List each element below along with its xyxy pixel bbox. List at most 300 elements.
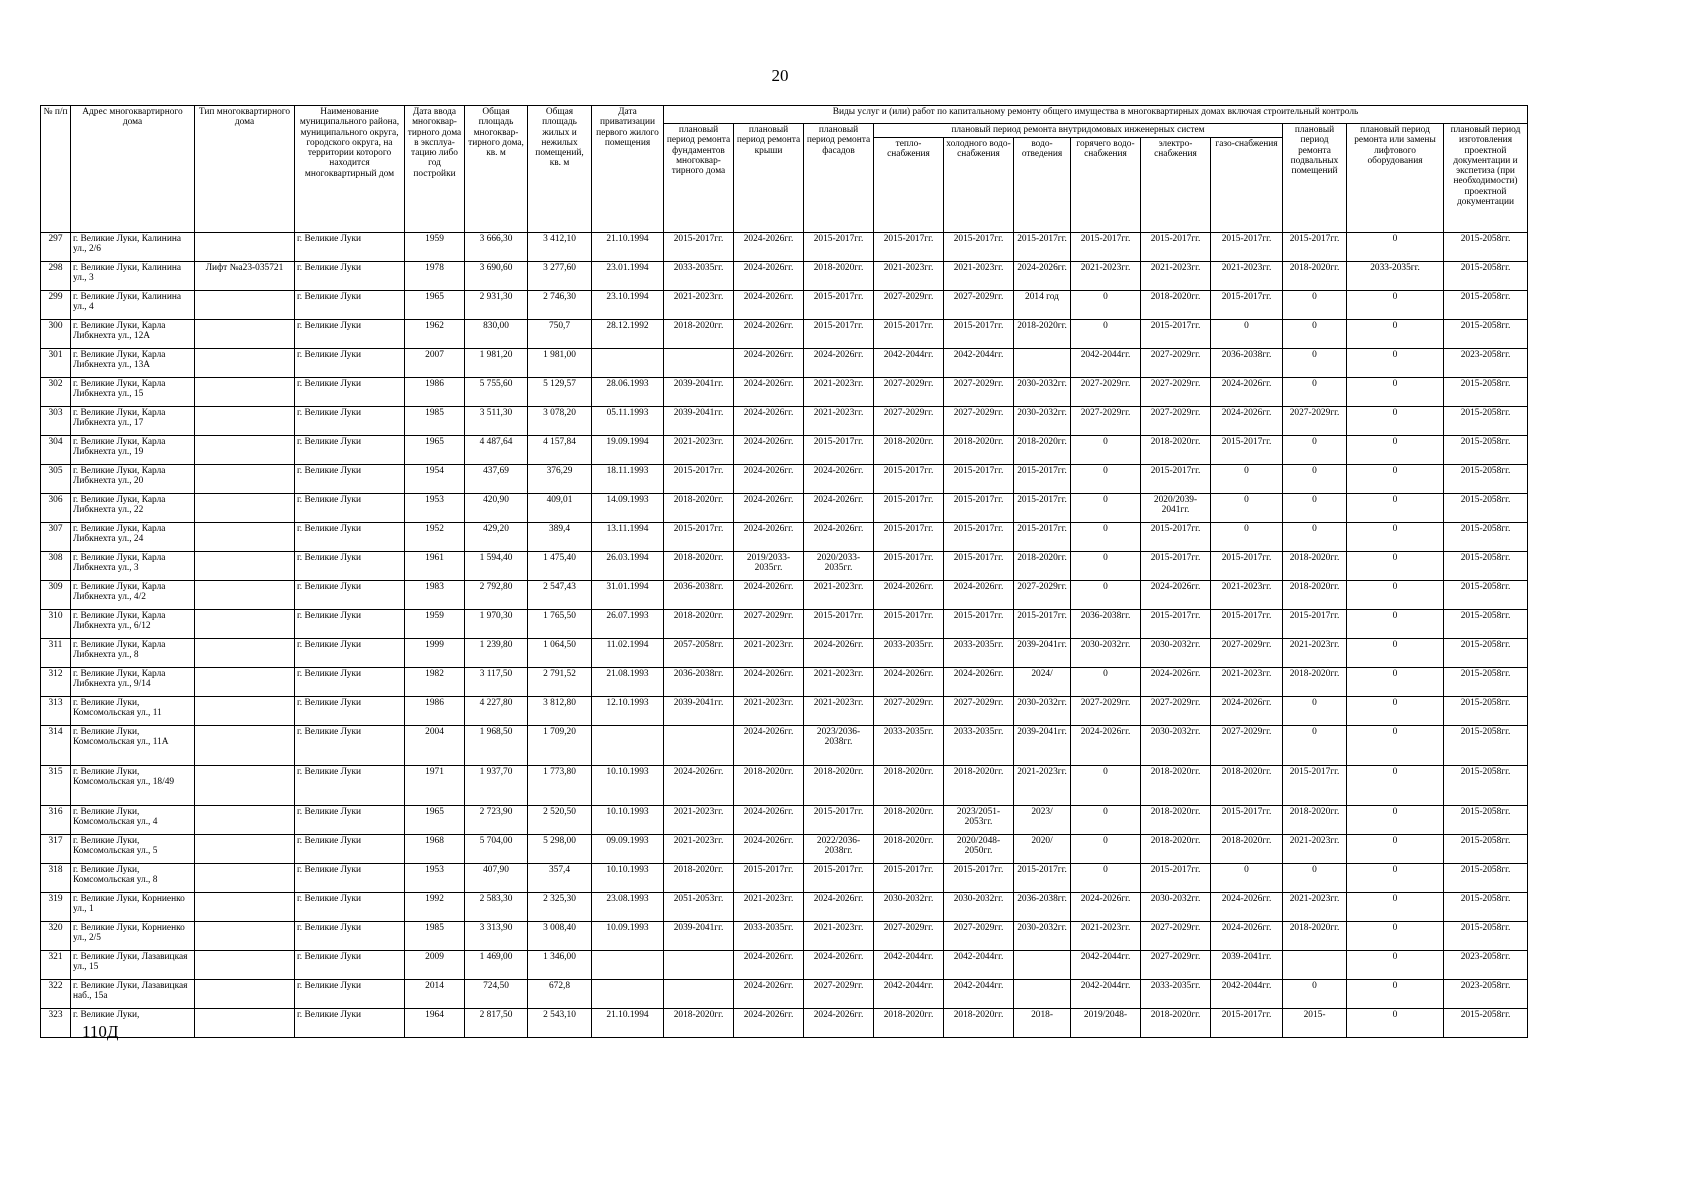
cell-address: г. Великие Луки, Комсомольская ул., 11 xyxy=(71,697,195,726)
cell-electric: 2020/2039-2041гг. xyxy=(1141,494,1211,523)
cell-cold-water: 2027-2029гг. xyxy=(944,922,1014,951)
cell-address: г. Великие Луки, Карла Либкнехта ул., 8 xyxy=(71,639,195,668)
cell-type xyxy=(195,233,295,262)
cell-foundation: 2057-2058гг. xyxy=(664,639,734,668)
cell-design: 2015-2058гг. xyxy=(1444,291,1528,320)
cell-design: 2015-2058гг. xyxy=(1444,262,1528,291)
cell-gas: 2021-2023гг. xyxy=(1211,581,1283,610)
cell-privatization-date xyxy=(592,951,664,980)
cell-facade: 2024-2026гг. xyxy=(804,523,874,552)
cell-heating: 2027-2029гг. xyxy=(874,407,944,436)
table-row xyxy=(41,378,1528,407)
cell-gas: 2021-2023гг. xyxy=(1211,668,1283,697)
cell-gas: 2015-2017гг. xyxy=(1211,610,1283,639)
cell-drainage: 2039-2041гг. xyxy=(1014,726,1071,766)
table-row xyxy=(41,980,1528,1009)
cell-electric: 2018-2020гг. xyxy=(1141,1009,1211,1038)
cell-roof: 2024-2026гг. xyxy=(734,436,804,465)
cell-drainage: 2014 год xyxy=(1014,291,1071,320)
cell-basement: 2018-2020гг. xyxy=(1283,552,1347,581)
cell-privatization-date: 21.08.1993 xyxy=(592,668,664,697)
cell-basement: 0 xyxy=(1283,864,1347,893)
cell-living-area: 1 773,80 xyxy=(528,766,592,806)
cell-cold-water: 2042-2044гг. xyxy=(944,349,1014,378)
cell-gas: 2024-2026гг. xyxy=(1211,893,1283,922)
table-row xyxy=(41,262,1528,291)
cell-basement: 0 xyxy=(1283,320,1347,349)
cell-heating: 2015-2017гг. xyxy=(874,465,944,494)
footer-code: 110Д xyxy=(82,1022,119,1041)
cell-privatization-date xyxy=(592,980,664,1009)
cell-municipality: г. Великие Луки xyxy=(295,349,405,378)
cell-privatization-date: 23.08.1993 xyxy=(592,893,664,922)
cell-cold-water: 2020/2048-2050гг. xyxy=(944,835,1014,864)
cell-total-area: 1 968,50 xyxy=(465,726,528,766)
cell-foundation: 2018-2020гг. xyxy=(664,320,734,349)
cell-address: г. Великие Луки, Лазавицкая наб., 15а xyxy=(71,980,195,1009)
cell-foundation: 2033-2035гг. xyxy=(664,262,734,291)
table-row xyxy=(41,552,1528,581)
cell-total-area: 2 792,80 xyxy=(465,581,528,610)
cell-facade: 2015-2017гг. xyxy=(804,320,874,349)
cell-type xyxy=(195,893,295,922)
cell-gas: 0 xyxy=(1211,320,1283,349)
table-row xyxy=(41,893,1528,922)
cell-foundation: 2021-2023гг. xyxy=(664,291,734,320)
cell-municipality: г. Великие Луки xyxy=(295,523,405,552)
cell-roof: 2024-2026гг. xyxy=(734,980,804,1009)
cell-living-area: 1 064,50 xyxy=(528,639,592,668)
cell-electric: 2024-2026гг. xyxy=(1141,581,1211,610)
cell-design: 2015-2058гг. xyxy=(1444,233,1528,262)
cell-elevator: 0 xyxy=(1347,893,1444,922)
cell-year: 1965 xyxy=(405,436,465,465)
cell-electric: 2027-2029гг. xyxy=(1141,922,1211,951)
cell-hot-water: 2036-2038гг. xyxy=(1071,610,1141,639)
cell-roof: 2024-2026гг. xyxy=(734,581,804,610)
cell-num: 315 xyxy=(41,766,71,806)
cell-drainage: 2015-2017гг. xyxy=(1014,465,1071,494)
cell-drainage: 2030-2032гг. xyxy=(1014,378,1071,407)
cell-gas: 2042-2044гг. xyxy=(1211,980,1283,1009)
cell-facade: 2020/2033-2035гг. xyxy=(804,552,874,581)
cell-roof: 2024-2026гг. xyxy=(734,1009,804,1038)
cell-hot-water: 0 xyxy=(1071,523,1141,552)
cell-type xyxy=(195,494,295,523)
cell-facade: 2015-2017гг. xyxy=(804,233,874,262)
cell-total-area: 3 117,50 xyxy=(465,668,528,697)
cell-electric: 2015-2017гг. xyxy=(1141,523,1211,552)
cell-cold-water: 2027-2029гг. xyxy=(944,291,1014,320)
cell-foundation: 2018-2020гг. xyxy=(664,1009,734,1038)
cell-heating: 2042-2044гг. xyxy=(874,951,944,980)
cell-basement xyxy=(1283,951,1347,980)
cell-elevator: 0 xyxy=(1347,766,1444,806)
cell-electric: 2018-2020гг. xyxy=(1141,806,1211,835)
cell-num: 309 xyxy=(41,581,71,610)
cell-total-area: 3 313,90 xyxy=(465,922,528,951)
cell-roof: 2024-2026гг. xyxy=(734,465,804,494)
cell-cold-water: 2027-2029гг. xyxy=(944,407,1014,436)
cell-gas: 2036-2038гг. xyxy=(1211,349,1283,378)
cell-privatization-date: 31.01.1994 xyxy=(592,581,664,610)
cell-foundation: 2015-2017гг. xyxy=(664,233,734,262)
cell-address: г. Великие Луки, Карла Либкнехта ул., 19 xyxy=(71,436,195,465)
table-row xyxy=(41,1009,1528,1038)
header-basement: плановый период ремонта подвальных помещений xyxy=(1283,124,1347,233)
cell-foundation: 2021-2023гг. xyxy=(664,806,734,835)
cell-drainage xyxy=(1014,951,1071,980)
cell-hot-water: 0 xyxy=(1071,465,1141,494)
cell-year: 1978 xyxy=(405,262,465,291)
cell-design: 2015-2058гг. xyxy=(1444,864,1528,893)
cell-design: 2015-2058гг. xyxy=(1444,668,1528,697)
cell-municipality: г. Великие Луки xyxy=(295,1009,405,1038)
cell-year: 1982 xyxy=(405,668,465,697)
cell-num: 301 xyxy=(41,349,71,378)
cell-design: 2023-2058гг. xyxy=(1444,980,1528,1009)
cell-privatization-date: 19.09.1994 xyxy=(592,436,664,465)
header-heating: тепло-снабжения xyxy=(874,138,944,233)
cell-living-area: 2 547,43 xyxy=(528,581,592,610)
cell-cold-water: 2015-2017гг. xyxy=(944,494,1014,523)
cell-cold-water: 2018-2020гг. xyxy=(944,436,1014,465)
cell-hot-water: 2042-2044гг. xyxy=(1071,951,1141,980)
cell-heating: 2027-2029гг. xyxy=(874,922,944,951)
cell-hot-water: 2021-2023гг. xyxy=(1071,262,1141,291)
cell-num: 304 xyxy=(41,436,71,465)
cell-municipality: г. Великие Луки xyxy=(295,291,405,320)
cell-num: 308 xyxy=(41,552,71,581)
cell-living-area: 1 765,50 xyxy=(528,610,592,639)
cell-year: 1959 xyxy=(405,610,465,639)
cell-heating: 2042-2044гг. xyxy=(874,980,944,1009)
cell-num: 313 xyxy=(41,697,71,726)
cell-heating: 2015-2017гг. xyxy=(874,610,944,639)
cell-cold-water: 2021-2023гг. xyxy=(944,262,1014,291)
cell-municipality: г. Великие Луки xyxy=(295,922,405,951)
cell-electric: 2027-2029гг. xyxy=(1141,407,1211,436)
cell-gas: 2015-2017гг. xyxy=(1211,552,1283,581)
cell-cold-water: 2042-2044гг. xyxy=(944,951,1014,980)
table-row xyxy=(41,951,1528,980)
cell-gas: 2018-2020гг. xyxy=(1211,766,1283,806)
cell-num: 302 xyxy=(41,378,71,407)
cell-type xyxy=(195,465,295,494)
cell-living-area: 409,01 xyxy=(528,494,592,523)
cell-num: 314 xyxy=(41,726,71,766)
cell-electric: 2018-2020гг. xyxy=(1141,835,1211,864)
cell-design: 2015-2058гг. xyxy=(1444,610,1528,639)
cell-total-area: 1 239,80 xyxy=(465,639,528,668)
cell-elevator: 0 xyxy=(1347,980,1444,1009)
cell-address: г. Великие Луки, Корниенко ул., 2/5 xyxy=(71,922,195,951)
cell-roof: 2024-2026гг. xyxy=(734,378,804,407)
cell-hot-water: 0 xyxy=(1071,864,1141,893)
cell-roof: 2019/2033-2035гг. xyxy=(734,552,804,581)
cell-drainage xyxy=(1014,980,1071,1009)
cell-hot-water: 0 xyxy=(1071,668,1141,697)
cell-drainage: 2018-2020гг. xyxy=(1014,436,1071,465)
cell-roof: 2021-2023гг. xyxy=(734,639,804,668)
cell-foundation: 2039-2041гг. xyxy=(664,697,734,726)
cell-municipality: г. Великие Луки xyxy=(295,320,405,349)
cell-year: 1961 xyxy=(405,552,465,581)
cell-address: г. Великие Луки, Карла Либкнехта ул., 13А xyxy=(71,349,195,378)
cell-total-area: 420,90 xyxy=(465,494,528,523)
cell-electric: 2015-2017гг. xyxy=(1141,864,1211,893)
header-privatization-date: Дата приватизации первого жилого помещения xyxy=(592,106,664,233)
cell-address: г. Великие Луки, Карла Либкнехта ул., 24 xyxy=(71,523,195,552)
cell-total-area: 429,20 xyxy=(465,523,528,552)
cell-heating: 2033-2035гг. xyxy=(874,639,944,668)
cell-heating: 2015-2017гг. xyxy=(874,864,944,893)
cell-living-area: 2 791,52 xyxy=(528,668,592,697)
cell-privatization-date: 10.09.1993 xyxy=(592,922,664,951)
cell-design: 2015-2058гг. xyxy=(1444,378,1528,407)
cell-basement: 0 xyxy=(1283,465,1347,494)
cell-drainage: 2020/ xyxy=(1014,835,1071,864)
cell-elevator: 0 xyxy=(1347,552,1444,581)
cell-total-area: 2 723,90 xyxy=(465,806,528,835)
cell-roof: 2027-2029гг. xyxy=(734,610,804,639)
table-row xyxy=(41,320,1528,349)
cell-address: г. Великие Луки, Калинина ул., 4 xyxy=(71,291,195,320)
cell-foundation: 2018-2020гг. xyxy=(664,610,734,639)
cell-roof: 2024-2026гг. xyxy=(734,349,804,378)
cell-num: 316 xyxy=(41,806,71,835)
cell-living-area: 5 129,57 xyxy=(528,378,592,407)
table-body xyxy=(41,233,1528,1038)
cell-num: 303 xyxy=(41,407,71,436)
header-commission-date: Дата ввода многоквар-тирного дома в эксплуа-тацию либо год постройки xyxy=(405,106,465,233)
cell-heating: 2015-2017гг. xyxy=(874,494,944,523)
cell-heating: 2018-2020гг. xyxy=(874,806,944,835)
cell-total-area: 724,50 xyxy=(465,980,528,1009)
cell-design: 2015-2058гг. xyxy=(1444,1009,1528,1038)
cell-living-area: 3 078,20 xyxy=(528,407,592,436)
cell-address: г. Великие Луки, Карла Либкнехта ул., 9/14 xyxy=(71,668,195,697)
cell-living-area: 4 157,84 xyxy=(528,436,592,465)
capital-repair-table xyxy=(40,105,1528,1038)
cell-municipality: г. Великие Луки xyxy=(295,864,405,893)
header-num: № п/п xyxy=(41,106,71,233)
cell-elevator: 0 xyxy=(1347,291,1444,320)
cell-foundation: 2021-2023гг. xyxy=(664,835,734,864)
cell-cold-water: 2024-2026гг. xyxy=(944,668,1014,697)
cell-facade: 2027-2029гг. xyxy=(804,980,874,1009)
cell-heating: 2015-2017гг. xyxy=(874,523,944,552)
cell-heating: 2018-2020гг. xyxy=(874,1009,944,1038)
cell-elevator: 0 xyxy=(1347,465,1444,494)
cell-num: 317 xyxy=(41,835,71,864)
cell-address: г. Великие Луки, Калинина ул., 3 xyxy=(71,262,195,291)
cell-heating: 2027-2029гг. xyxy=(874,697,944,726)
cell-design: 2015-2058гг. xyxy=(1444,639,1528,668)
cell-facade: 2015-2017гг. xyxy=(804,291,874,320)
cell-heating: 2033-2035гг. xyxy=(874,726,944,766)
cell-privatization-date: 23.01.1994 xyxy=(592,262,664,291)
cell-gas: 2024-2026гг. xyxy=(1211,378,1283,407)
cell-living-area: 750,7 xyxy=(528,320,592,349)
cell-elevator: 0 xyxy=(1347,378,1444,407)
cell-design: 2015-2058гг. xyxy=(1444,922,1528,951)
cell-roof: 2024-2026гг. xyxy=(734,494,804,523)
cell-type xyxy=(195,436,295,465)
cell-type xyxy=(195,523,295,552)
cell-year: 1986 xyxy=(405,378,465,407)
cell-foundation: 2018-2020гг. xyxy=(664,552,734,581)
cell-gas: 2024-2026гг. xyxy=(1211,407,1283,436)
header-electric: электро-снабжения xyxy=(1141,138,1211,233)
cell-total-area: 4 227,80 xyxy=(465,697,528,726)
cell-num: 298 xyxy=(41,262,71,291)
cell-foundation: 2039-2041гг. xyxy=(664,378,734,407)
cell-cold-water: 2015-2017гг. xyxy=(944,465,1014,494)
table-row xyxy=(41,610,1528,639)
cell-address: г. Великие Луки, Карла Либкнехта ул., 4/2 xyxy=(71,581,195,610)
cell-basement: 2015-2017гг. xyxy=(1283,766,1347,806)
cell-type xyxy=(195,922,295,951)
cell-heating: 2015-2017гг. xyxy=(874,233,944,262)
cell-electric: 2030-2032гг. xyxy=(1141,893,1211,922)
cell-living-area: 376,29 xyxy=(528,465,592,494)
cell-elevator: 0 xyxy=(1347,494,1444,523)
cell-roof: 2015-2017гг. xyxy=(734,864,804,893)
header-gas: газо-снабжения xyxy=(1211,138,1283,233)
cell-year: 1953 xyxy=(405,494,465,523)
table-row xyxy=(41,349,1528,378)
cell-facade: 2018-2020гг. xyxy=(804,262,874,291)
cell-type xyxy=(195,1009,295,1038)
cell-municipality: г. Великие Луки xyxy=(295,726,405,766)
cell-living-area: 672,8 xyxy=(528,980,592,1009)
cell-living-area: 2 746,30 xyxy=(528,291,592,320)
cell-design: 2015-2058гг. xyxy=(1444,806,1528,835)
cell-type xyxy=(195,766,295,806)
cell-foundation: 2015-2017гг. xyxy=(664,523,734,552)
cell-privatization-date: 05.11.1993 xyxy=(592,407,664,436)
cell-design: 2015-2058гг. xyxy=(1444,581,1528,610)
cell-elevator: 0 xyxy=(1347,639,1444,668)
cell-roof: 2024-2026гг. xyxy=(734,726,804,766)
cell-design: 2015-2058гг. xyxy=(1444,465,1528,494)
cell-electric: 2027-2029гг. xyxy=(1141,951,1211,980)
cell-privatization-date: 26.07.1993 xyxy=(592,610,664,639)
cell-drainage: 2039-2041гг. xyxy=(1014,639,1071,668)
cell-basement: 2018-2020гг. xyxy=(1283,262,1347,291)
cell-municipality: г. Великие Луки xyxy=(295,893,405,922)
cell-privatization-date: 14.09.1993 xyxy=(592,494,664,523)
cell-hot-water: 2027-2029гг. xyxy=(1071,697,1141,726)
cell-foundation: 2039-2041гг. xyxy=(664,407,734,436)
cell-foundation: 2018-2020гг. xyxy=(664,864,734,893)
cell-num: 320 xyxy=(41,922,71,951)
cell-roof: 2021-2023гг. xyxy=(734,697,804,726)
cell-elevator: 0 xyxy=(1347,1009,1444,1038)
cell-address: г. Великие Луки, Корниенко ул., 1 xyxy=(71,893,195,922)
cell-basement: 2015-2017гг. xyxy=(1283,610,1347,639)
cell-design: 2015-2058гг. xyxy=(1444,407,1528,436)
header-type: Тип многоквартирного дома xyxy=(195,106,295,233)
cell-year: 1959 xyxy=(405,233,465,262)
cell-design: 2023-2058гг. xyxy=(1444,349,1528,378)
cell-num: 307 xyxy=(41,523,71,552)
cell-foundation: 2051-2053гг. xyxy=(664,893,734,922)
cell-privatization-date: 26.03.1994 xyxy=(592,552,664,581)
cell-cold-water: 2015-2017гг. xyxy=(944,233,1014,262)
table-row xyxy=(41,465,1528,494)
cell-privatization-date: 23.10.1994 xyxy=(592,291,664,320)
cell-municipality: г. Великие Луки xyxy=(295,494,405,523)
cell-privatization-date: 18.11.1993 xyxy=(592,465,664,494)
cell-electric: 2030-2032гг. xyxy=(1141,639,1211,668)
cell-electric: 2033-2035гг. xyxy=(1141,980,1211,1009)
table-row xyxy=(41,864,1528,893)
cell-total-area: 2 817,50 xyxy=(465,1009,528,1038)
cell-design: 2015-2058гг. xyxy=(1444,320,1528,349)
cell-foundation xyxy=(664,349,734,378)
cell-heating: 2042-2044гг. xyxy=(874,349,944,378)
cell-electric: 2018-2020гг. xyxy=(1141,766,1211,806)
cell-roof: 2024-2026гг. xyxy=(734,835,804,864)
cell-basement: 0 xyxy=(1283,291,1347,320)
cell-year: 1985 xyxy=(405,407,465,436)
table-row xyxy=(41,697,1528,726)
cell-municipality: г. Великие Луки xyxy=(295,436,405,465)
cell-electric: 2030-2032гг. xyxy=(1141,726,1211,766)
cell-facade: 2024-2026гг. xyxy=(804,494,874,523)
header-roof: плановый период ремонта крыши xyxy=(734,124,804,233)
cell-address: г. Великие Луки, Комсомольская ул., 8 xyxy=(71,864,195,893)
cell-gas: 2027-2029гг. xyxy=(1211,639,1283,668)
cell-address: г. Великие Луки, Карла Либкнехта ул., 3 xyxy=(71,552,195,581)
cell-num: 297 xyxy=(41,233,71,262)
table-row xyxy=(41,639,1528,668)
cell-privatization-date: 09.09.1993 xyxy=(592,835,664,864)
cell-total-area: 3 511,30 xyxy=(465,407,528,436)
cell-hot-water: 2042-2044гг. xyxy=(1071,349,1141,378)
table-row xyxy=(41,233,1528,262)
cell-year: 2009 xyxy=(405,951,465,980)
header-services-group: Виды услуг и (или) работ по капитальному ремонту общего имущества в многоквартирных домах включая строительный контроль xyxy=(664,106,1528,124)
cell-drainage: 2015-2017гг. xyxy=(1014,494,1071,523)
cell-facade: 2021-2023гг. xyxy=(804,581,874,610)
cell-municipality: г. Великие Луки xyxy=(295,697,405,726)
cell-year: 1968 xyxy=(405,835,465,864)
cell-num: 306 xyxy=(41,494,71,523)
cell-drainage: 2027-2029гг. xyxy=(1014,581,1071,610)
cell-year: 2004 xyxy=(405,726,465,766)
cell-living-area: 2 520,50 xyxy=(528,806,592,835)
cell-cold-water: 2027-2029гг. xyxy=(944,697,1014,726)
cell-drainage: 2021-2023гг. xyxy=(1014,766,1071,806)
cell-type xyxy=(195,349,295,378)
cell-total-area: 1 970,30 xyxy=(465,610,528,639)
cell-year: 1971 xyxy=(405,766,465,806)
cell-heating: 2015-2017гг. xyxy=(874,552,944,581)
cell-num: 318 xyxy=(41,864,71,893)
cell-roof: 2024-2026гг. xyxy=(734,262,804,291)
cell-year: 1953 xyxy=(405,864,465,893)
cell-drainage: 2024/ xyxy=(1014,668,1071,697)
cell-basement: 2018-2020гг. xyxy=(1283,581,1347,610)
cell-year: 1999 xyxy=(405,639,465,668)
cell-elevator: 0 xyxy=(1347,864,1444,893)
cell-hot-water: 0 xyxy=(1071,494,1141,523)
cell-basement: 2015- xyxy=(1283,1009,1347,1038)
table-row xyxy=(41,407,1528,436)
